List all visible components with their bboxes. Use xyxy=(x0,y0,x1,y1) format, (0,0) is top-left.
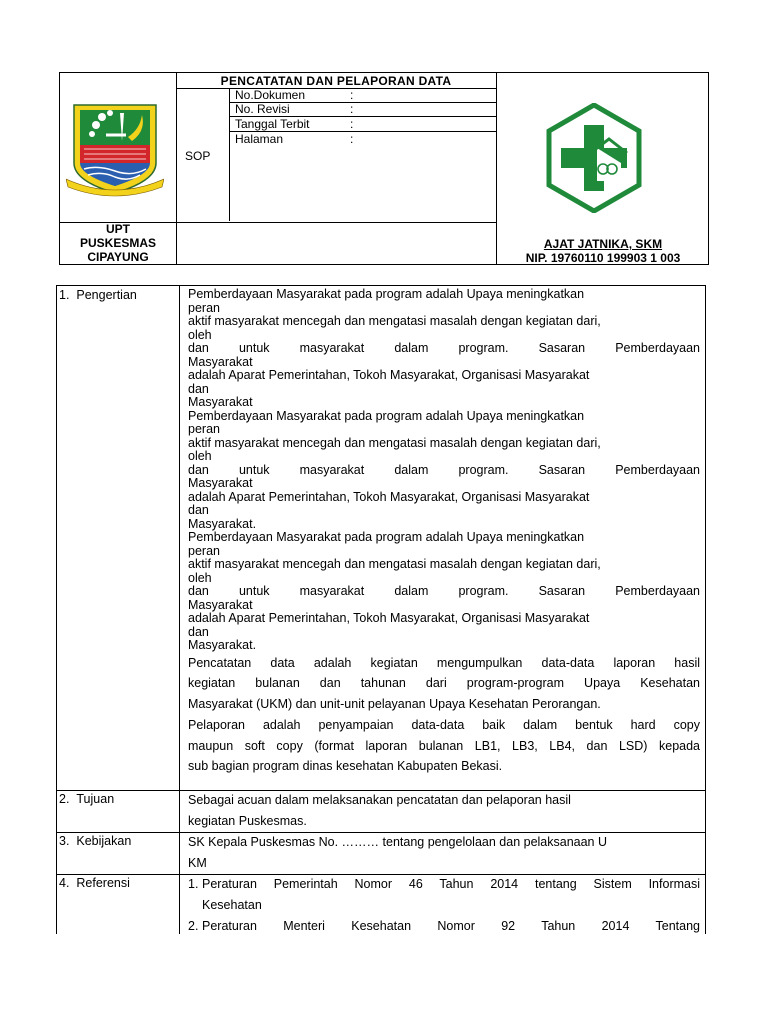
text-line: Masyarakat xyxy=(188,476,253,490)
text-line: dan untuk masyarakat dalam program. Sasaran Pemberdayaan xyxy=(188,341,700,355)
text-line: Masyarakat. xyxy=(188,638,257,652)
text-line: Pencatatan data adalah kegiatan mengumpulkan data-data laporan hasil xyxy=(188,655,700,670)
text-line: dan xyxy=(188,503,209,517)
text-line: peran xyxy=(188,300,220,315)
reference-number: 1. xyxy=(188,877,199,891)
signatory-name: AJAT JATNIKA, SKM xyxy=(543,237,663,251)
text-line: kegiatan bulanan dan tahunan dari program-program Upaya Kesehatan xyxy=(188,676,700,691)
text-line: Masyarakat xyxy=(188,354,253,369)
bekasi-regency-emblem-icon xyxy=(66,101,164,197)
text-line: KM xyxy=(188,855,207,870)
definition-text xyxy=(188,288,700,653)
section-label-tujuan: 2. Tujuan xyxy=(59,792,115,806)
sop-content-table xyxy=(56,285,706,934)
reference-item xyxy=(188,874,700,916)
section-label-referensi: 4. Referensi xyxy=(59,876,130,890)
meta-colon: : xyxy=(350,88,354,102)
text-line: Pemberdayaan Masyarakat pada program adalah Upaya meningkatkan xyxy=(188,287,585,301)
text-line: sub bagian program dinas kesehatan Kabupaten Bekasi. xyxy=(188,759,503,774)
meta-label: Halaman xyxy=(235,132,284,146)
text-line: dan xyxy=(188,624,209,639)
section-label-kebijakan: 3. Kebijakan xyxy=(59,834,132,848)
puskesmas-logo-icon xyxy=(539,103,649,213)
text-line: Peraturan Menteri Kesehatan Nomor 92 Tahun 2014 Tentang xyxy=(202,918,700,933)
text-line: adalah Aparat Pemerintahan, Tokoh Masyarakat, Organisasi Masyarakat xyxy=(188,489,590,504)
text-line: Peraturan Pemerintah Nomor 46 Tahun 2014 tentang Sistem Informasi xyxy=(202,877,700,891)
text-line: peran xyxy=(188,543,220,558)
meta-colon: : xyxy=(350,102,354,116)
text-line: SK Kepala Puskesmas No. ……… tentang pengelolaan dan pelaksanaan U xyxy=(188,835,608,849)
divider xyxy=(229,89,230,221)
document-title: PENCATATAN DAN PELAPORAN DATA xyxy=(220,74,452,88)
document-header xyxy=(59,72,709,265)
divider xyxy=(179,286,180,934)
text-line: oleh xyxy=(188,570,212,585)
text-line: adalah Aparat Pemerintahan, Tokoh Masyarakat, Organisasi Masyarakat xyxy=(188,611,590,625)
section-content-kebijakan xyxy=(188,832,700,874)
text-line: Pemberdayaan Masyarakat pada program adalah Upaya meningkatkan xyxy=(188,408,585,423)
text-line: dan untuk masyarakat dalam program. Sasaran Pemberdayaan xyxy=(188,584,700,598)
section-content-tujuan xyxy=(188,790,700,832)
text-line: Sebagai acuan dalam melaksanakan pencatatan dan pelaporan hasil xyxy=(188,793,571,807)
text-line: Masyarakat (UKM) dan unit-unit pelayanan Upaya Kesehatan Perorangan. xyxy=(188,697,601,712)
reference-number: 2. xyxy=(188,918,199,933)
text-line: dan xyxy=(188,381,209,396)
section-label-pengertian: 1. Pengertian xyxy=(59,288,137,302)
section-content-referensi xyxy=(188,874,700,934)
sop-label: SOP xyxy=(185,149,211,163)
text-line: aktif masyarakat mencegah dan mengatasi masalah dengan kegiatan dari, xyxy=(188,557,601,571)
reference-item xyxy=(188,916,700,934)
meta-label: Tanggal Terbit xyxy=(235,117,310,131)
text-line: aktif masyarakat mencegah dan mengatasi masalah dengan kegiatan dari, xyxy=(188,314,601,328)
meta-label: No.Dokumen xyxy=(235,88,306,102)
section-content-pengertian xyxy=(188,288,700,777)
text-line: peran xyxy=(188,422,220,436)
text-line: adalah Aparat Pemerintahan, Tokoh Masyarakat, Organisasi Masyarakat xyxy=(188,368,590,382)
divider xyxy=(176,222,496,223)
text-line: oleh xyxy=(188,327,212,342)
text-line: Masyarakat. xyxy=(188,516,257,531)
text-line: Pemberdayaan Masyarakat pada program adalah Upaya meningkatkan xyxy=(188,530,585,544)
meta-label: No. Revisi xyxy=(235,102,290,116)
meta-colon: : xyxy=(350,117,354,131)
text-line: Masyarakat xyxy=(188,597,253,612)
definition-text xyxy=(188,653,700,778)
signatory-nip: NIP. 19760110 199903 1 003 xyxy=(525,251,681,265)
divider xyxy=(176,88,496,89)
text-line: Masyarakat xyxy=(188,395,253,409)
text-line: kegiatan Puskesmas. xyxy=(188,813,307,828)
text-line: aktif masyarakat mencegah dan mengatasi masalah dengan kegiatan dari, xyxy=(188,435,601,450)
text-line: maupun soft copy (format laporan bulanan LB1, LB3, LB4, dan LSD) kepada xyxy=(188,738,700,753)
meta-colon: : xyxy=(350,132,354,146)
text-line: Kesehatan xyxy=(202,897,262,912)
text-line: dan untuk masyarakat dalam program. Sasaran Pemberdayaan xyxy=(188,462,700,477)
text-line: Pelaporan adalah penyampaian data-data baik dalam bentuk hard copy xyxy=(188,717,700,732)
text-line: oleh xyxy=(188,449,212,463)
unit-name: UPT PUSKESMAS CIPAYUNG xyxy=(79,222,156,264)
divider xyxy=(176,73,177,264)
